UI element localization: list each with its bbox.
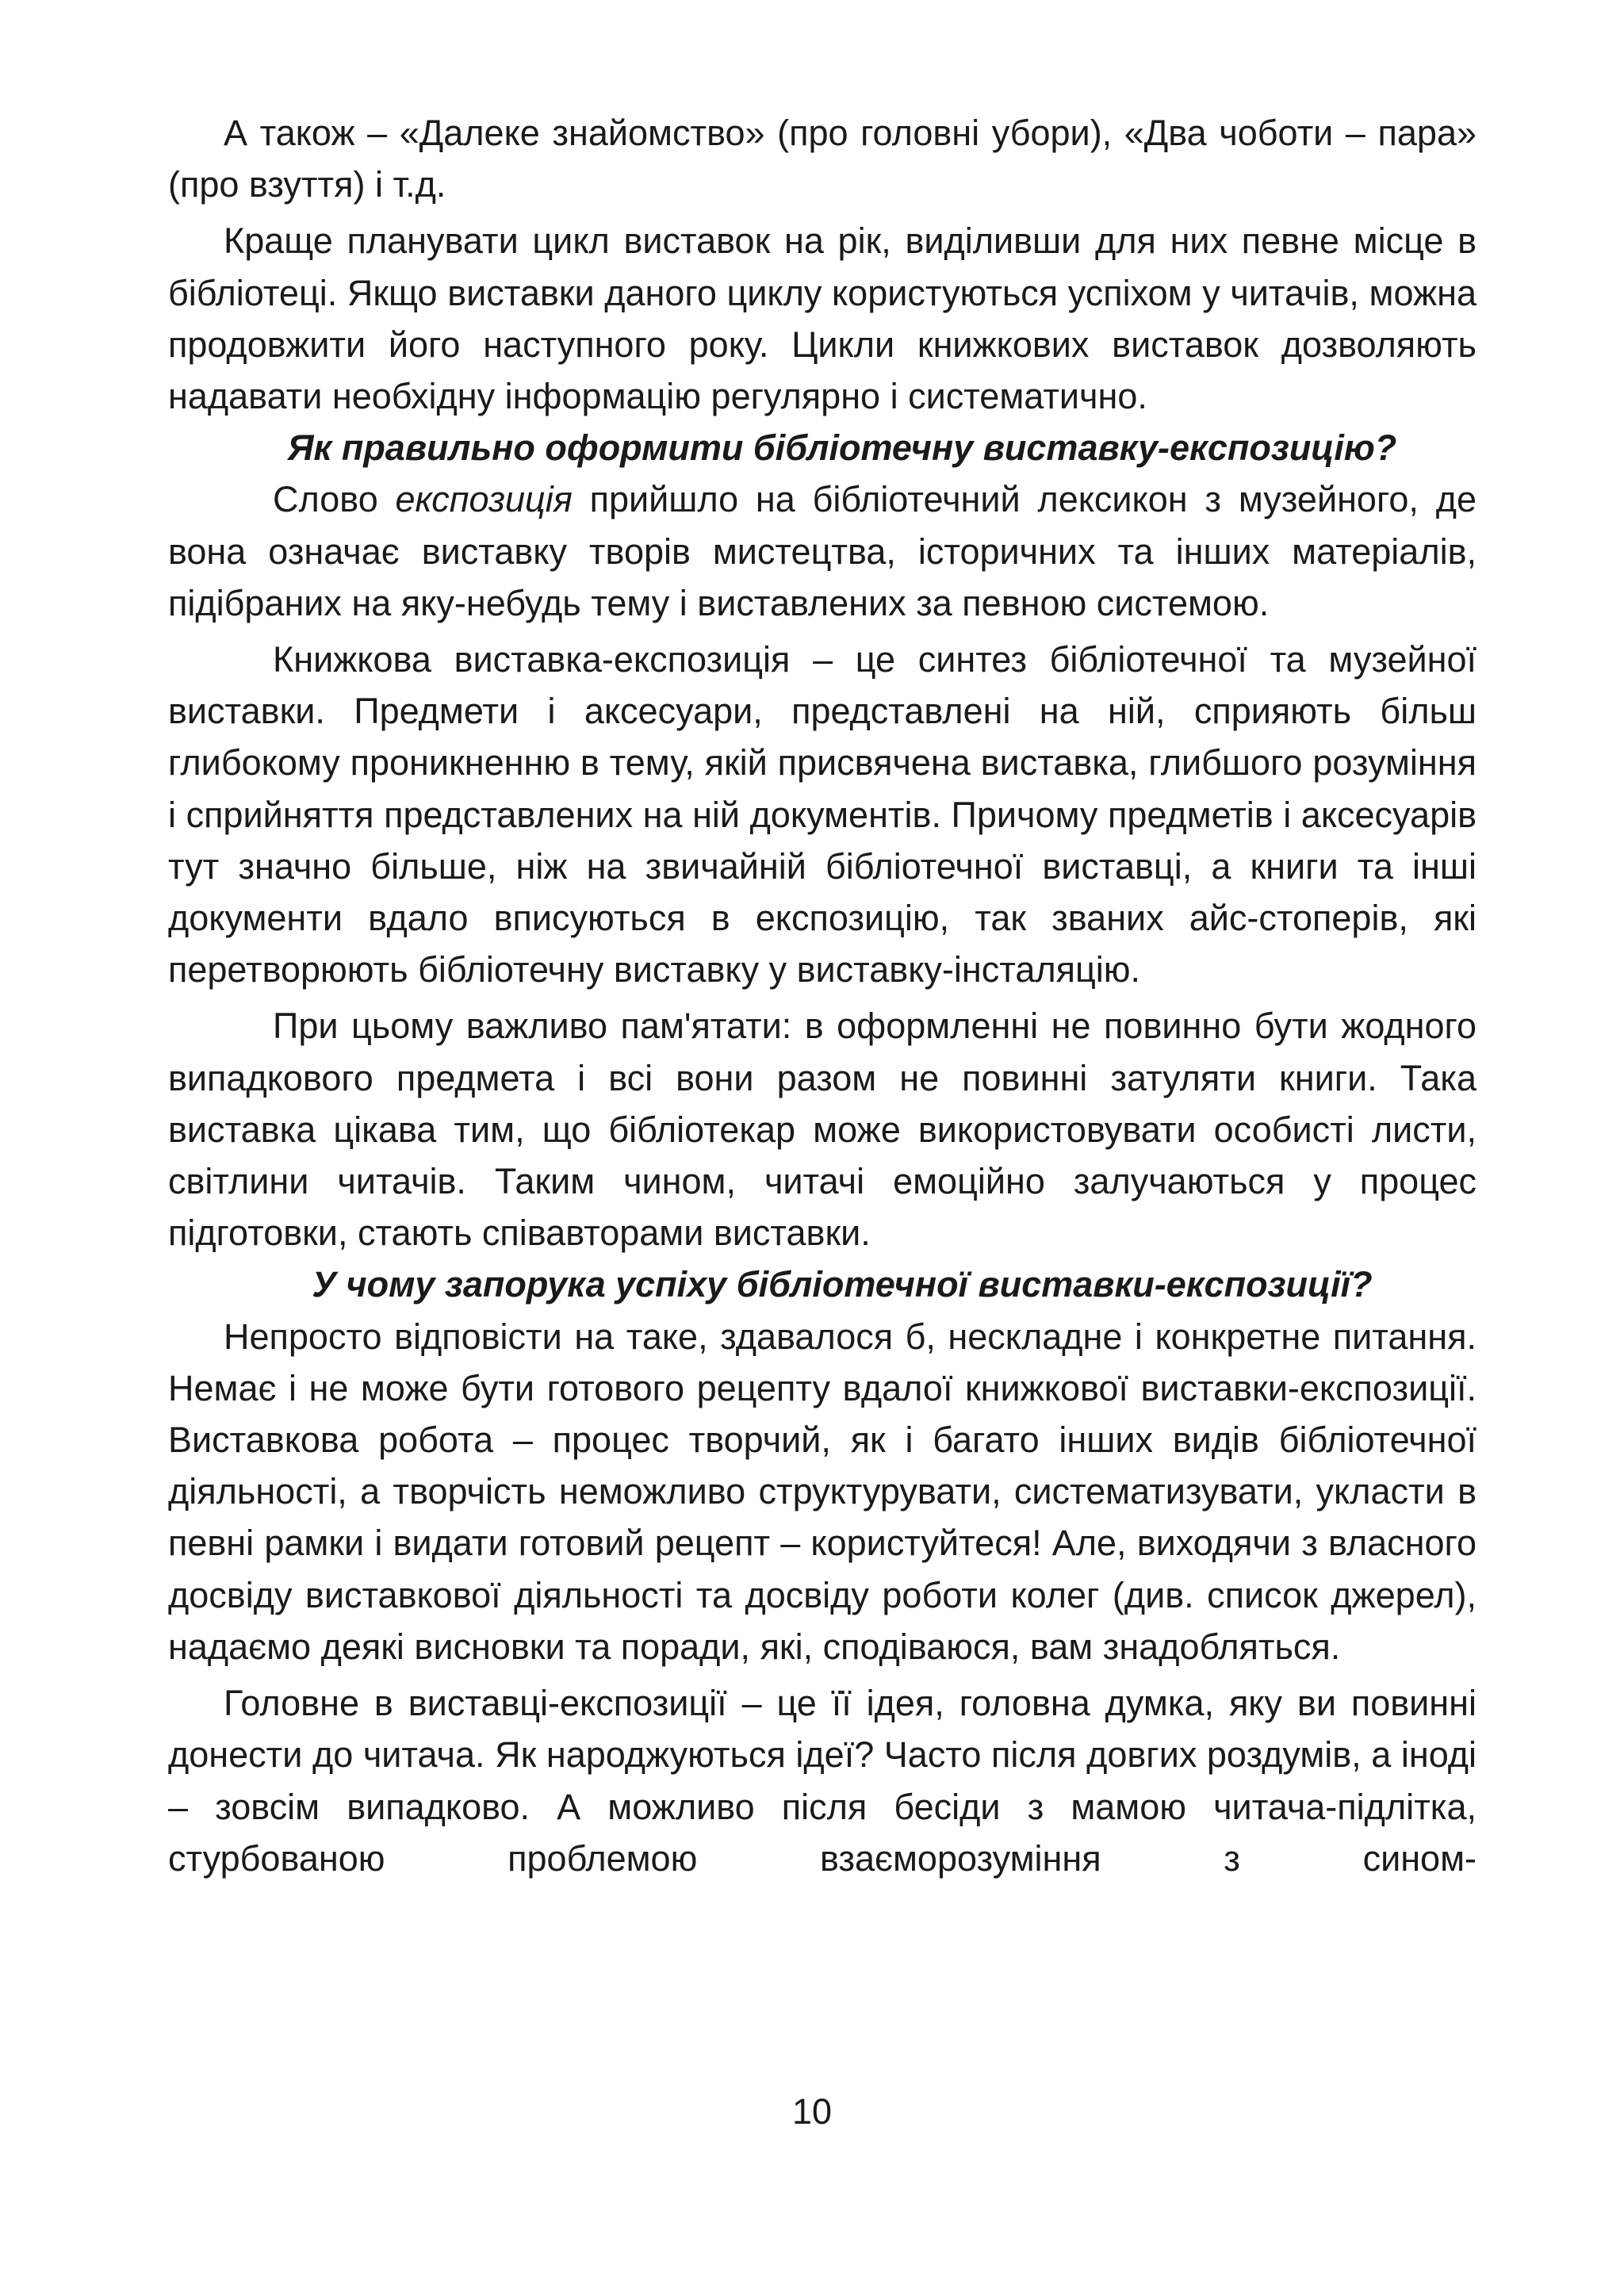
paragraph-main-idea: Головне в виставці-експозиції – це її ідея, головна думка, яку ви повинні донести до читача. Як народжуються ідеї? Часто після довгих роздумів, а іноді – зовсім випадково. А можливо після бесіди з мамою читача-підлітка, стурбованою проблемою взаєморозуміння з сином- <box>168 1683 1477 1879</box>
paragraph-exhibition-cycle: Краще планувати цикл виставок на рік, виділивши для них певне місце в бібліотеці. Якщо виставки даного циклу користуються успіхом у читачів, можна продовжити його наступного року. Цикли книжкових виставок дозволяють надавати необхідну інформацію регулярно і систематично. <box>168 220 1477 417</box>
paragraph-text-start: Слово <box>273 479 396 520</box>
paragraph-important-notes: При цьому важливо пам'ятати: в оформленні не повинно бути жодного випадкового предмета і всі вони разом не повинні затуляти книги. Така виставка цікава тим, що бібліотекар може використовувати особисті листи, світлини читачів. Таким чином, читачі емоційно залучаються у процес підготовки, стають співавторами виставки. <box>168 1006 1477 1254</box>
page-number: 10 <box>791 2091 833 2132</box>
paragraph-text-rest: прийшло на бібліотечний лексикон з музейного, де вона означає виставку творів мистецтва, історичних та інших матеріалів, підібраних на яку-небудь тему і виставлених за певною системою. <box>168 479 1477 623</box>
paragraph-exhibition-examples: А також – «Далеке знайомство» (про головні убори), «Два чоботи – пара» (про взуття) і т.д. <box>168 113 1477 205</box>
document-page <box>168 107 1477 1884</box>
section-heading-how-to-design: Як правильно оформити бібліотечну виставку-експозицію? <box>287 427 1397 469</box>
paragraph-no-ready-recipe: Непросто відповісти на таке, здавалося б, нескладне і конкретне питання. Немає і не може бути готового рецепту вдалої книжкової виставки-експозиції. Виставкова робота – процес творчий, як і багато інших видів бібліотечної діяльності, а творчість неможливо структурувати, систематизувати, укласти в певні рамки і видати готовий рецепт – користуйтеся! Але, виходячи з власного досвіду виставкової діяльності та досвіду роботи колег (див. список джерел), надаємо деякі висновки та поради, які, сподіваюся, вам знадобляться. <box>168 1316 1477 1667</box>
paragraph-exhibition-synthesis: Книжкова виставка-експозиція – це синтез бібліотечної та музейної виставки. Предмети і аксесуари, представлені на ній, сприяють більш глибокому проникненню в тему, якій присвячена виставка, глибшого розуміння і сприйняття представлених на ній документів. Причому предметів і аксесуарів тут значно більше, ніж на звичайній бібліотечної виставці, а книги та інші документи вдало вписуються в експозицію, так званих айс-стоперів, які перетворюють бібліотечну виставку у виставку-інсталяцію. <box>168 639 1477 990</box>
paragraph-exposition-term <box>168 473 1477 629</box>
italic-term-exposition: експозиція <box>395 479 573 520</box>
section-heading-success-key: У чому запорука успіху бібліотечної виставки-експозиції? <box>312 1264 1373 1305</box>
